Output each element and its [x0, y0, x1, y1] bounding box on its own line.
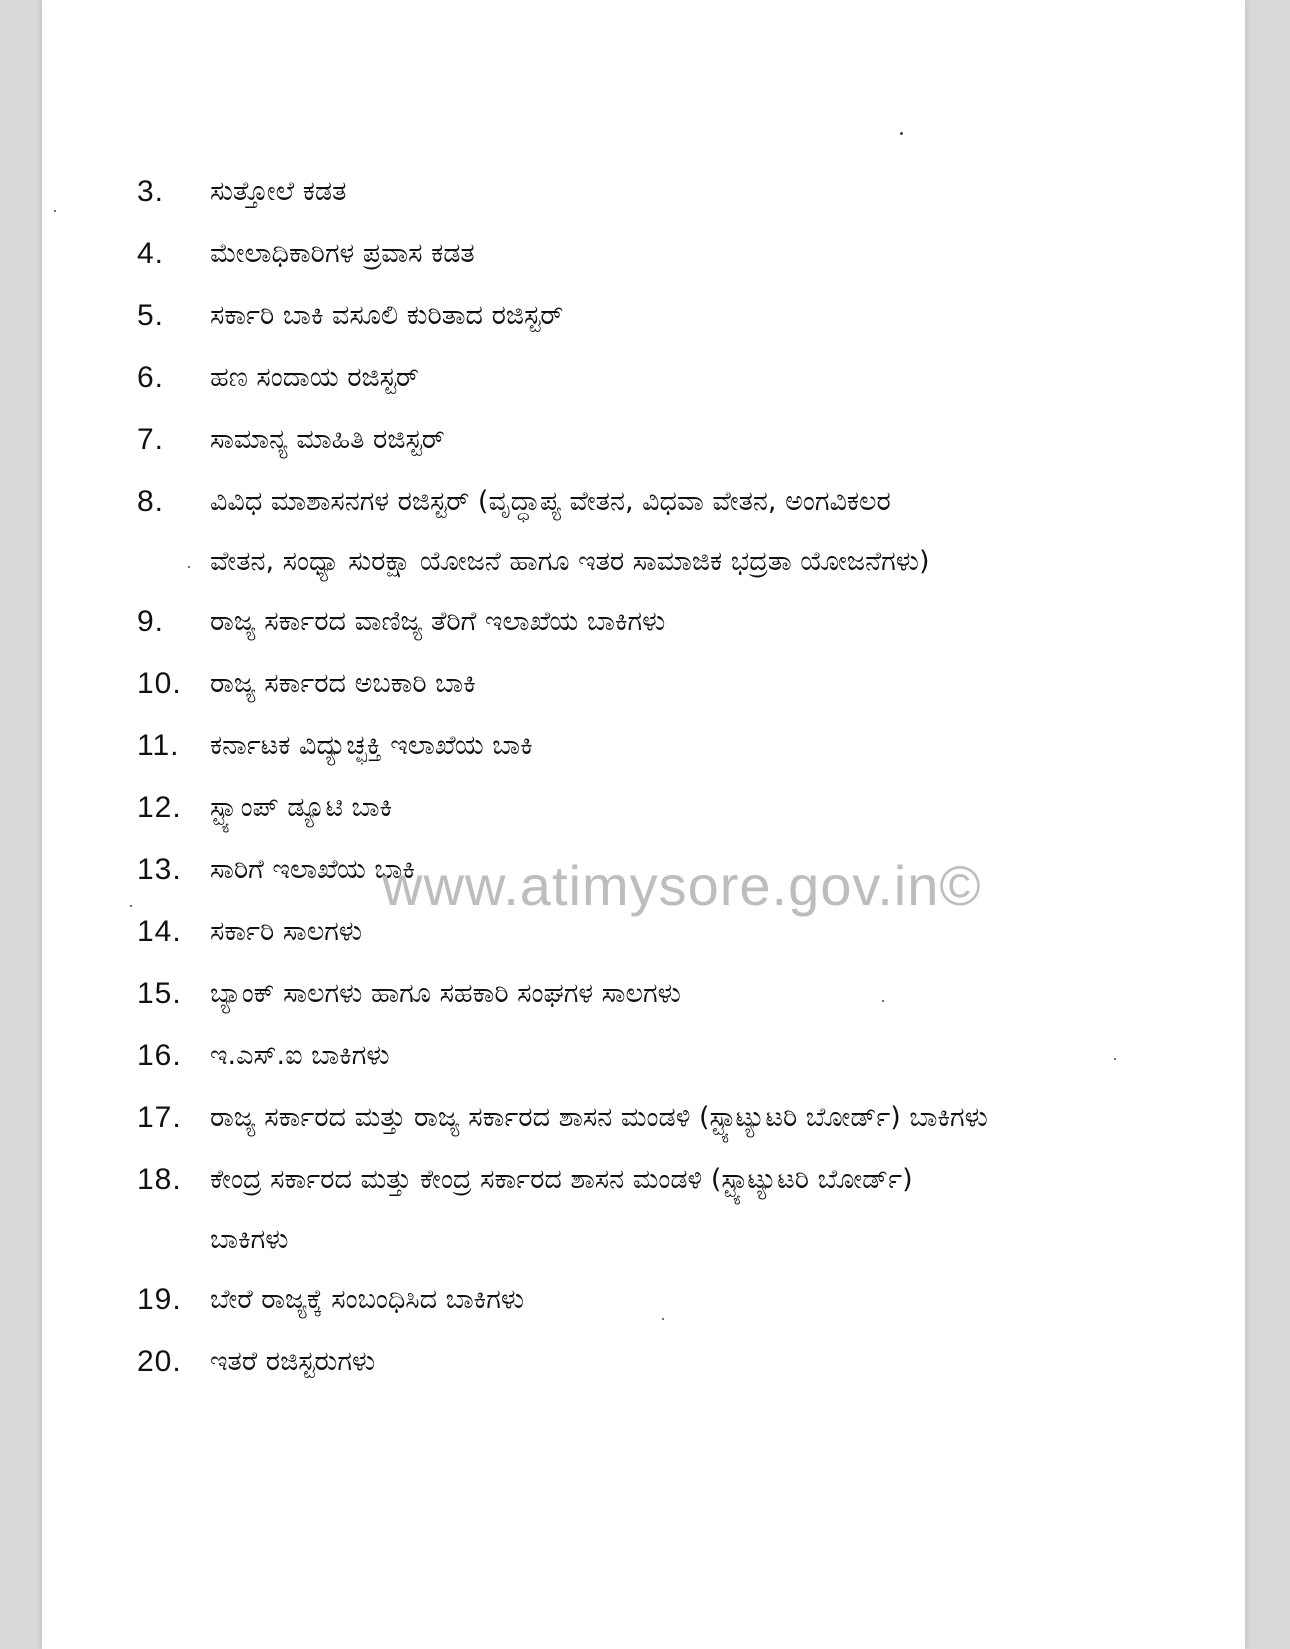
list-item — [137, 418, 1210, 462]
item-number: 3. — [137, 175, 165, 208]
item-text-line: ವೇತನ, ಸಂಧ್ಯಾ ಸುರಕ್ಷಾ ಯೋಜನೆ ಹಾಗೂ ಇತರ ಸಾಮಾಜಿಕ ಭದ್ರತಾ ಯೋಜನೆಗಳು) — [210, 546, 930, 577]
item-text-line: ಕೇಂದ್ರ ಸರ್ಕಾರದ ಮತ್ತು ಕೇಂದ್ರ ಸರ್ಕಾರದ ಶಾಸನ ಮಂಡಳಿ (ಸ್ಟ್ಯಾಟ್ಯುಟರಿ ಬೋರ್ಡ್) — [210, 1164, 913, 1195]
item-number: 12. — [137, 791, 182, 824]
item-text — [210, 786, 1210, 830]
item-text — [210, 418, 1210, 462]
item-text — [210, 232, 1210, 276]
item-number: 5. — [137, 299, 165, 332]
item-text — [210, 294, 1210, 338]
item-number: 8. — [137, 485, 165, 518]
list-item — [137, 1096, 1210, 1140]
item-number: 20. — [137, 1345, 182, 1378]
item-text — [210, 972, 1210, 1016]
list-item — [137, 356, 1210, 400]
scan-speck — [900, 132, 903, 135]
item-text — [210, 1096, 1210, 1140]
register-list — [42, 0, 1245, 1649]
item-text-line: ಬೇರೆ ರಾಜ್ಯಕ್ಕೆ ಸಂಬಂಧಿಸಿದ ಬಾಕಿಗಳು — [210, 1284, 525, 1315]
list-item — [137, 480, 1210, 584]
scan-speck — [54, 210, 56, 212]
item-text-line: ಸಾಮಾನ್ಯ ಮಾಹಿತಿ ರಜಿಸ್ಟರ್ — [210, 424, 445, 455]
item-text-line: ಸರ್ಕಾರಿ ಬಾಕಿ ವಸೂಲಿ ಕುರಿತಾದ ರಜಿಸ್ಟರ್ — [210, 300, 564, 331]
watermark: www.atimysore.gov.in© — [382, 854, 982, 917]
item-number: 16. — [137, 1039, 182, 1072]
item-text — [210, 1158, 1210, 1262]
list-item — [137, 1278, 1210, 1322]
item-text-line: ಹಣ ಸಂದಾಯ ರಜಿಸ್ಟರ್ — [210, 362, 419, 393]
item-text-line: ವಿವಿಧ ಮಾಶಾಸನಗಳ ರಜಿಸ್ಟರ್ (ವೃದ್ಧಾಪ್ಯ ವೇತನ, ವಿಧವಾ ವೇತನ, ಅಂಗವಿಕಲರ — [210, 486, 891, 517]
item-text — [210, 1034, 1210, 1078]
scan-speck — [130, 905, 132, 907]
item-number: 14. — [137, 915, 182, 948]
list-item — [137, 786, 1210, 830]
scan-speck — [662, 1318, 664, 1320]
item-text-line: ಕರ್ನಾಟಕ ವಿದ್ಯುಚ್ಛಕ್ತಿ ಇಲಾಖೆಯ ಬಾಕಿ — [210, 730, 533, 761]
list-item — [137, 662, 1210, 706]
list-item — [137, 1340, 1210, 1384]
item-number: 4. — [137, 237, 165, 270]
item-text — [210, 662, 1210, 706]
document-page — [42, 0, 1245, 1649]
item-text-line: ಇ.ಎಸ್.ಐ ಬಾಕಿಗಳು — [210, 1040, 390, 1071]
item-number: 15. — [137, 977, 182, 1010]
item-number: 11. — [137, 729, 180, 762]
item-text — [210, 170, 1210, 214]
list-item — [137, 600, 1210, 644]
item-text-line: ಸರ್ಕಾರಿ ಸಾಲಗಳು — [210, 916, 363, 947]
item-text-line: ಸ್ಟ್ಯಾಂಪ್ ಡ್ಯೂಟಿ ಬಾಕಿ — [210, 792, 393, 823]
list-item — [137, 724, 1210, 768]
scan-speck — [882, 1000, 884, 1002]
scan-speck — [1114, 1058, 1116, 1060]
item-text-line: ರಾಜ್ಯ ಸರ್ಕಾರದ ವಾಣಿಜ್ಯ ತೆರಿಗೆ ಇಲಾಖೆಯ ಬಾಕಿಗಳು — [210, 606, 666, 637]
list-item — [137, 170, 1210, 214]
item-text — [210, 480, 1210, 584]
item-text — [210, 1278, 1210, 1322]
item-text-line: ಸಾರಿಗೆ ಇಲಾಖೆಯ ಬಾಕಿ — [210, 854, 415, 885]
item-text — [210, 356, 1210, 400]
item-number: 17. — [137, 1101, 182, 1134]
item-text-line: ಇತರೆ ರಜಿಸ್ಟರುಗಳು — [210, 1346, 376, 1377]
item-number: 7. — [137, 423, 165, 456]
item-number: 6. — [137, 361, 165, 394]
list-item — [137, 1034, 1210, 1078]
item-text-line: ಬಾಕಿಗಳು — [210, 1224, 289, 1255]
item-text-line: ಬ್ಯಾಂಕ್ ಸಾಲಗಳು ಹಾಗೂ ಸಹಕಾರಿ ಸಂಘಗಳ ಸಾಲಗಳು — [210, 978, 681, 1009]
item-text — [210, 724, 1210, 768]
item-number: 9. — [137, 605, 165, 638]
item-number: 10. — [137, 667, 182, 700]
item-text — [210, 600, 1210, 644]
item-text-line: ಮೇಲಾಧಿಕಾರಿಗಳ ಪ್ರವಾಸ ಕಡತ — [210, 238, 475, 269]
item-number: 18. — [137, 1163, 182, 1196]
item-text-line: ರಾಜ್ಯ ಸರ್ಕಾರದ ಮತ್ತು ರಾಜ್ಯ ಸರ್ಕಾರದ ಶಾಸನ ಮಂಡಳಿ (ಸ್ಟ್ಯಾಟ್ಯುಟರಿ ಬೋರ್ಡ್) ಬಾಕಿಗಳು — [210, 1102, 988, 1133]
item-text-line: ರಾಜ್ಯ ಸರ್ಕಾರದ ಅಬಕಾರಿ ಬಾಕಿ — [210, 668, 476, 699]
item-number: 13. — [137, 853, 182, 886]
list-item — [137, 294, 1210, 338]
scan-speck — [188, 566, 190, 568]
item-text — [210, 1340, 1210, 1384]
item-number: 19. — [137, 1283, 182, 1316]
item-text-line: ಸುತ್ತೋಲೆ ಕಡತ — [210, 176, 347, 207]
list-item — [137, 1158, 1210, 1262]
list-item — [137, 232, 1210, 276]
list-item — [137, 972, 1210, 1016]
